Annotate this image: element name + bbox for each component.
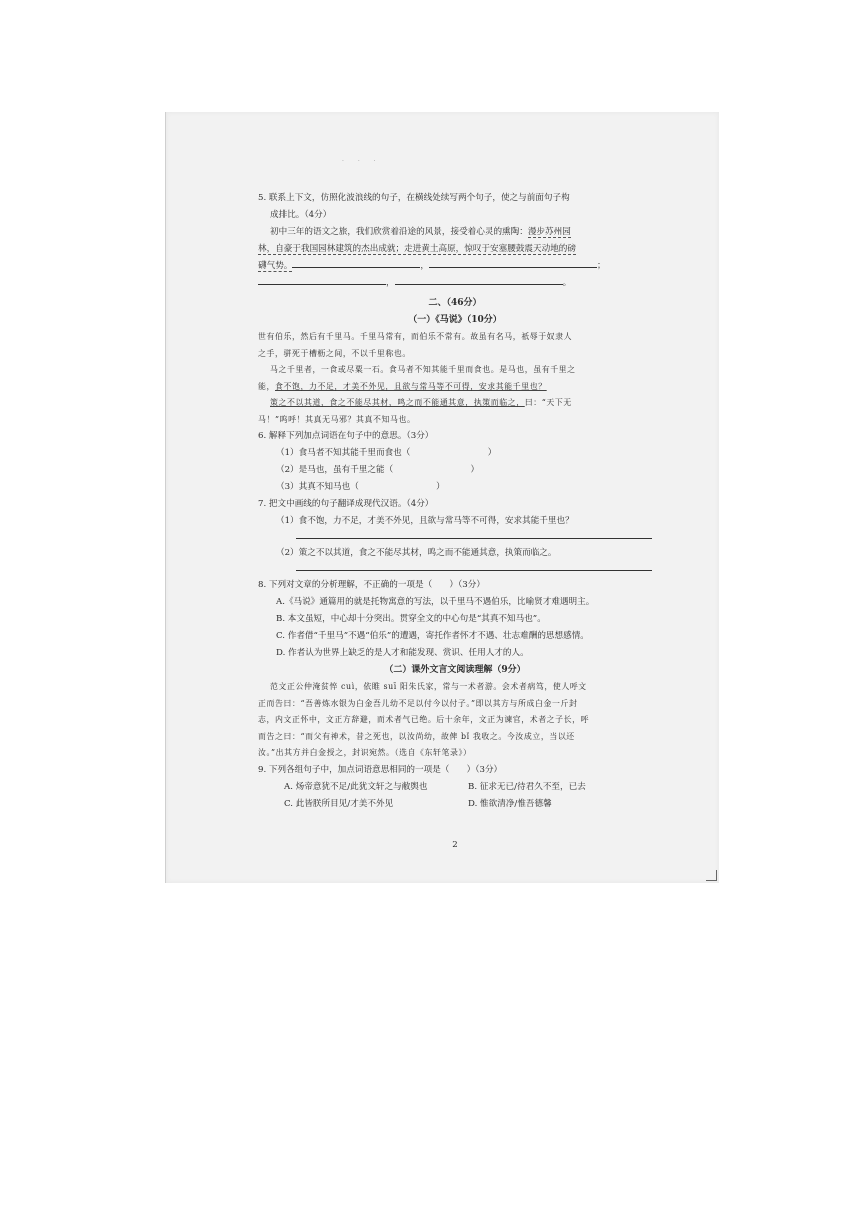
q9-options-row-2 bbox=[258, 796, 652, 813]
q9-options-row-1 bbox=[258, 779, 652, 796]
q5-paragraph-line-3 bbox=[258, 258, 652, 275]
section-2-title: 二、（46分） bbox=[428, 298, 482, 308]
q5-answer-blank-1[interactable] bbox=[292, 258, 420, 268]
q7-answer-line-2[interactable] bbox=[296, 562, 652, 571]
q9-option-b: B. 征求无已/待君久不至，已去 bbox=[468, 781, 586, 792]
q5-paragraph-line-4 bbox=[258, 275, 652, 292]
q8-option-a: A.《马说》通篇用的就是托物寓意的写法，以千里马不遇伯乐，比喻贤才难遇明主。 bbox=[276, 597, 595, 607]
q5-semicolon: ； bbox=[597, 261, 606, 271]
q5-plain-text: 初中三年的语文之旅，我们欣赏着沿途的风景，接受着心灵的熏陶： bbox=[270, 227, 528, 237]
q5-comma-1: ， bbox=[420, 261, 429, 271]
passage-underlined-sentence-1: 食不饱，力不足，才美不外见，且欲与常马等不可得，安求其能千里也？ bbox=[274, 381, 547, 391]
passage2-line-4: 而告之曰：“而父有神术，昔之死也，以汝尚幼，故俾 bǐ 我收之。今汝成立，当以还 bbox=[258, 731, 575, 741]
passage-line-5 bbox=[258, 395, 652, 412]
section-2-subtitle-2: （二）课外文言文阅读理解（9分） bbox=[384, 665, 526, 675]
passage-line-2: 之手，骈死于槽枥之间，不以千里称也。 bbox=[258, 348, 411, 358]
page-number: 2 bbox=[452, 839, 458, 850]
q6-item-3: （3）其真不知马也（ ） bbox=[276, 482, 445, 492]
passage-underlined-sentence-2: 策之不以其道，食之不能尽其材，鸣之而不能通其意，执策而临之， bbox=[270, 398, 525, 407]
passage-line-4-plain: 能， bbox=[258, 381, 275, 391]
q8-option-d: D. 作者认为世界上缺乏的是人才和能发现、赏识、任用人才的人。 bbox=[276, 648, 529, 658]
passage-line-3: 马之千里者，一食或尽粟一石。食马者不知其能千里而食也。是马也，虽有千里之 bbox=[270, 365, 576, 374]
passage-line-5-plain: 曰：“天下无 bbox=[524, 398, 572, 407]
q5-paragraph-line-1 bbox=[258, 224, 652, 241]
q5-stem-line-2: 成排比。（4分） bbox=[270, 210, 332, 220]
q5-wave-text-2: 林，自豪于我国园林建筑的杰出成就；走进黄土高原，惊叹于安塞腰鼓震天动地的磅 bbox=[258, 244, 576, 254]
q5-paragraph-line-2 bbox=[258, 241, 652, 258]
passage-line-4 bbox=[258, 379, 652, 396]
section-2-subtitle-1: （一）《马说》（10分） bbox=[408, 315, 502, 325]
q7-item-2: （2）策之不以其道，食之不能尽其材，鸣之而不能通其意，执策而临之。 bbox=[276, 548, 557, 558]
q8-option-b: B. 本文虽短，中心却十分突出。贯穿全文的中心句是“其真不知马也”。 bbox=[276, 614, 546, 624]
q5-answer-blank-2[interactable] bbox=[429, 258, 597, 268]
q5-wave-text-3: 礴气势。 bbox=[258, 261, 293, 271]
q9-option-a: A. 炀帝意犹不足/此犹文轩之与敝舆也 bbox=[284, 781, 428, 792]
q6-stem: 6. 解释下列加点词语在句子中的意思。（3分） bbox=[258, 431, 434, 441]
q5-stem-line-1: 5. 联系上下文，仿照化波浪线的句子，在横线处续写两个句子，使之与前面句子构 bbox=[258, 193, 570, 203]
q5-answer-blank-3[interactable] bbox=[258, 275, 386, 285]
passage2-line-3: 志，内文正怀中，文正方辞避，而术者气已绝。后十余年，文正为谏官，术者之子长，呼 bbox=[258, 715, 590, 724]
q7-item-1: （1）食不饱，力不足，才美不外见，且欲与常马等不可得，安求其能千里也？ bbox=[276, 516, 574, 526]
q5-period: 。 bbox=[562, 278, 572, 288]
passage2-line-5: 汝。”出其方并白金授之，封识宛然。（选自《东轩笔录》） bbox=[258, 748, 472, 757]
q6-item-2: （2）是马也，虽有千里之能（ ） bbox=[276, 465, 480, 475]
scan-dots: · · · bbox=[342, 158, 382, 165]
scanned-page bbox=[165, 112, 719, 883]
passage2-line-2: 正而告曰：“吾善炼水银为白金吾儿幼不足以付今以付子。”即以其方与所成白金一斤封 bbox=[258, 698, 578, 708]
q5-answer-blank-4[interactable] bbox=[395, 275, 563, 285]
q6-item-1: （1）食马者不知其能千里而食也（ ） bbox=[276, 448, 497, 458]
crop-corner-mark bbox=[706, 870, 717, 881]
q5-comma-2: ， bbox=[386, 278, 395, 288]
q9-option-c: C. 此皆朕所目见/才美不外见 bbox=[284, 798, 394, 809]
q8-option-c: C. 作者借“千里马”不遇“伯乐”的遭遇，寄托作者怀才不遇、壮志难酬的思想感情。 bbox=[276, 631, 589, 641]
passage2-line-1: 范文正公仲淹贫悴 cuì，依睢 suī 阳朱氏家，常与一术者游。会术者病笃，使人呼文 bbox=[270, 682, 587, 691]
passage-line-1: 世有伯乐，然后有千里马。千里马常有，而伯乐不常有。故虽有名马，祇辱于奴隶人 bbox=[258, 332, 573, 341]
q8-stem: 8. 下列对文章的分析理解，不正确的一项是（ ）（3分） bbox=[258, 580, 485, 590]
q9-option-d: D. 惟欲清净/惟吾德馨 bbox=[468, 798, 552, 809]
q7-stem: 7. 把文中画线的句子翻译成现代汉语。（4分） bbox=[258, 499, 434, 509]
q9-stem: 9. 下列各组句子中，加点词语意思相同的一项是（ ）（3分） bbox=[258, 764, 503, 775]
page-content bbox=[258, 190, 652, 854]
q5-wave-text-1: 漫步苏州园 bbox=[527, 227, 571, 237]
q7-answer-line-1[interactable] bbox=[296, 530, 652, 539]
passage-line-6: 马！”呜呼！其真无马邪？其真不知马也。 bbox=[258, 414, 416, 424]
